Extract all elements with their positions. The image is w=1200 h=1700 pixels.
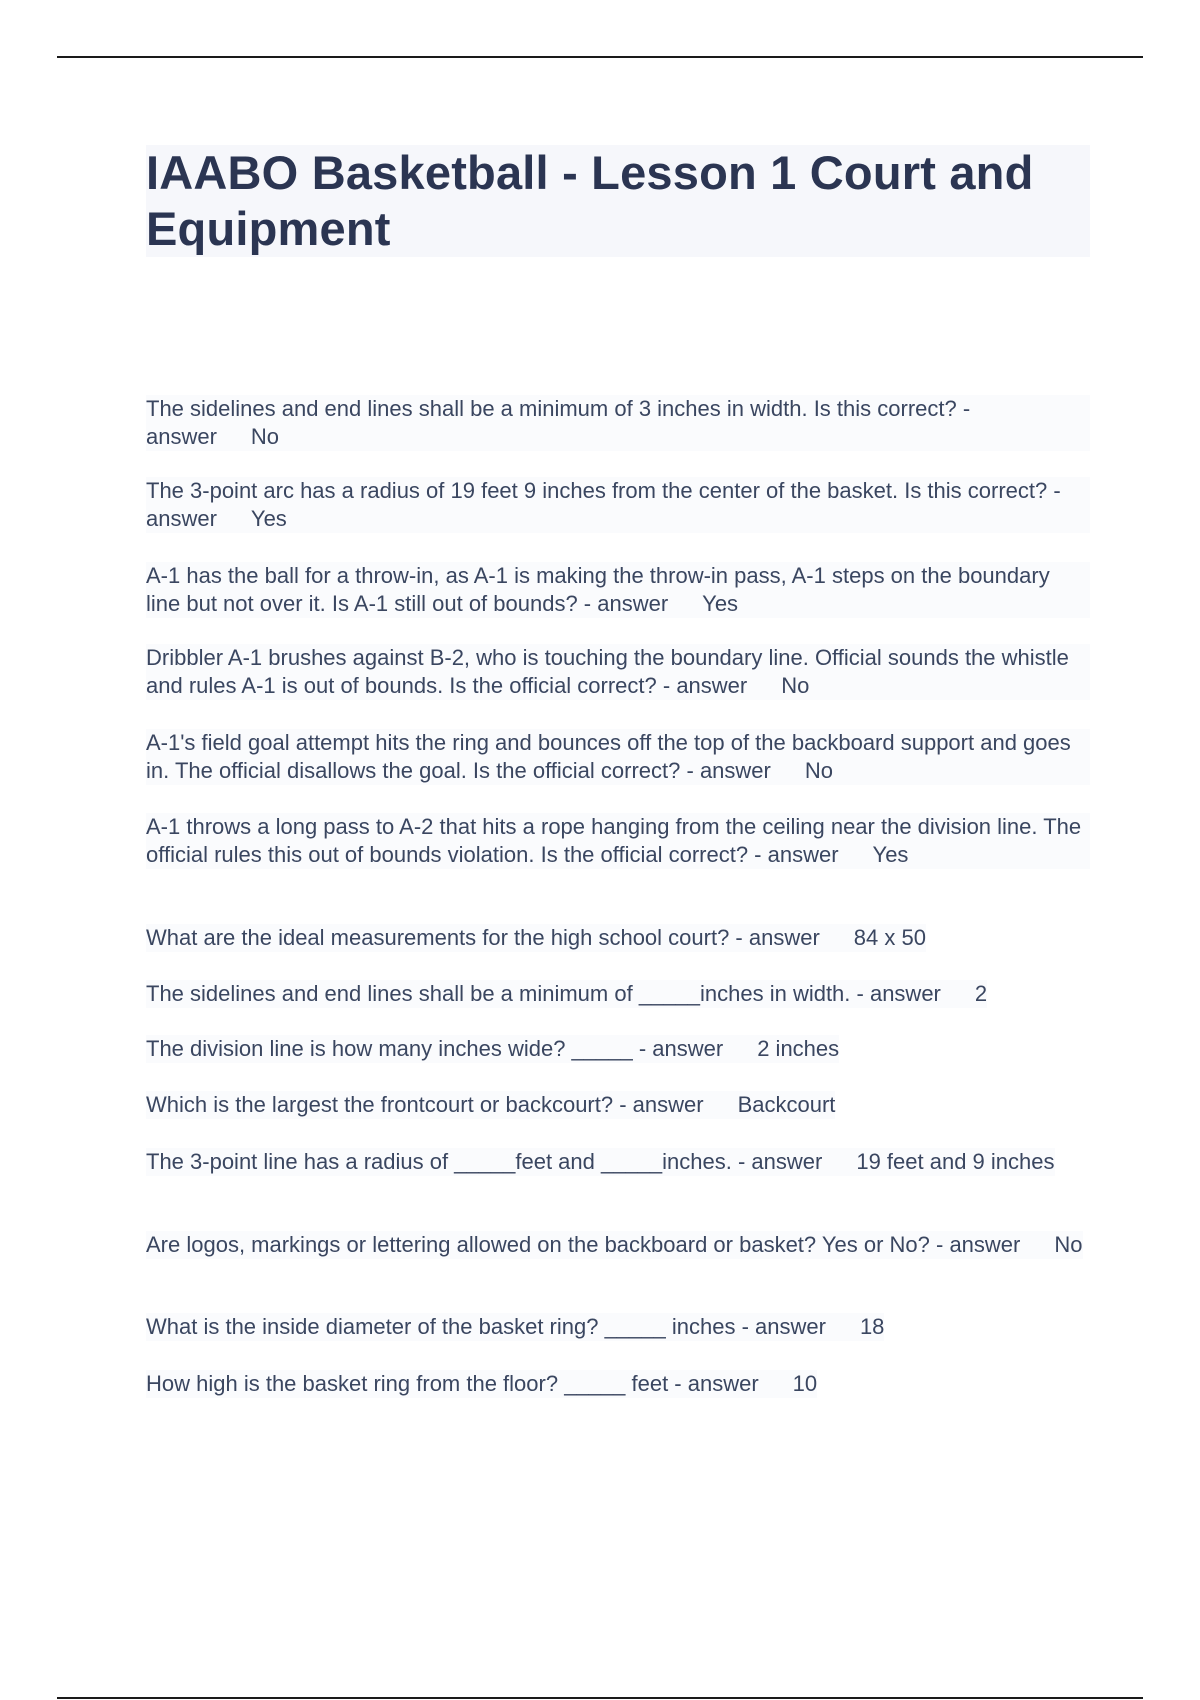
qa-item-1 bbox=[146, 395, 1090, 451]
qa-answer: 18 bbox=[859, 1314, 885, 1339]
qa-item-7 bbox=[146, 924, 926, 952]
qa-question: The 3-point arc has a radius of 19 feet 9 inches from the center of the basket. Is this correct? - answer bbox=[146, 478, 1061, 531]
qa-item-8 bbox=[146, 980, 987, 1008]
qa-item-5 bbox=[146, 729, 1090, 785]
top-rule bbox=[57, 56, 1143, 58]
qa-answer: No bbox=[781, 673, 810, 698]
qa-question: What is the inside diameter of the basket ring? _____ inches - answer bbox=[146, 1314, 826, 1339]
qa-item-10 bbox=[146, 1091, 835, 1119]
qa-answer: Yes bbox=[250, 506, 287, 531]
qa-answer: Backcourt bbox=[737, 1092, 836, 1117]
qa-answer: No bbox=[1054, 1232, 1083, 1257]
qa-question: Dribbler A-1 brushes against B-2, who is touching the boundary line. Official sounds the whistle and rules A-1 is out of bounds. Is the official correct? - answer bbox=[146, 645, 1069, 698]
title-block bbox=[146, 145, 1090, 257]
qa-item-13 bbox=[146, 1313, 884, 1341]
qa-question: The 3-point line has a radius of _____feet and _____inches. - answer bbox=[146, 1149, 823, 1174]
qa-item-2 bbox=[146, 477, 1090, 533]
qa-item-4 bbox=[146, 644, 1090, 700]
qa-question: Are logos, markings or lettering allowed on the backboard or basket? Yes or No? - answer bbox=[146, 1232, 1021, 1257]
qa-question: The division line is how many inches wide? _____ - answer bbox=[146, 1036, 724, 1061]
qa-item-14 bbox=[146, 1370, 817, 1398]
qa-question: A-1 throws a long pass to A-2 that hits a rope hanging from the ceiling near the division line. The official rules this out of bounds violation. Is the official correct? - answer bbox=[146, 814, 1082, 867]
qa-question: The sidelines and end lines shall be a minimum of _____inches in width. - answer bbox=[146, 981, 941, 1006]
qa-answer: 2 inches bbox=[757, 1036, 840, 1061]
qa-answer: No bbox=[250, 424, 280, 449]
qa-question: How high is the basket ring from the floor? _____ feet - answer bbox=[146, 1371, 759, 1396]
qa-item-6 bbox=[146, 813, 1090, 869]
qa-item-3 bbox=[146, 562, 1090, 618]
qa-item-11 bbox=[146, 1148, 1055, 1176]
bottom-rule bbox=[57, 1697, 1143, 1699]
qa-answer: Yes bbox=[702, 591, 739, 616]
qa-question: A-1 has the ball for a throw-in, as A-1 is making the throw-in pass, A-1 steps on the boundary line but not over it. Is A-1 still out of bounds? - answer bbox=[146, 563, 1050, 616]
qa-question: A-1's field goal attempt hits the ring and bounces off the top of the backboard support and goes in. The official disallows the goal. Is the official correct? - answer bbox=[146, 730, 1071, 783]
document-title: IAABO Basketball - Lesson 1 Court and Equipment bbox=[146, 146, 1034, 255]
qa-answer: Yes bbox=[872, 842, 909, 867]
qa-question: Which is the largest the frontcourt or backcourt? - answer bbox=[146, 1092, 704, 1117]
qa-item-9 bbox=[146, 1035, 839, 1063]
qa-answer: 19 feet and 9 inches bbox=[856, 1149, 1055, 1174]
qa-item-12 bbox=[146, 1231, 1083, 1259]
qa-answer: 10 bbox=[792, 1371, 818, 1396]
qa-answer: 84 x 50 bbox=[853, 925, 926, 950]
qa-answer: 2 bbox=[974, 981, 988, 1006]
qa-question: The sidelines and end lines shall be a minimum of 3 inches in width. Is this correct? - answer bbox=[146, 396, 971, 449]
qa-answer: No bbox=[804, 758, 833, 783]
qa-question: What are the ideal measurements for the high school court? - answer bbox=[146, 925, 820, 950]
